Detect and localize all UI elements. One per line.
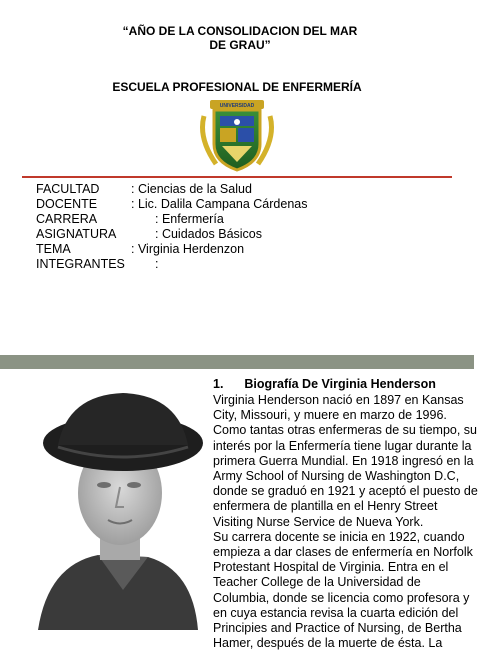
text-line: Hamer, después de la muerte de ésta. La	[213, 636, 443, 651]
school-title: ESCUELA PROFESIONAL DE ENFERMERÍA	[112, 80, 362, 94]
info-label: ASIGNATURA	[36, 227, 117, 241]
text-line: donde se graduó en 1921 y aceptó el puesto de	[213, 484, 478, 499]
text-line: en cuya estancia revisa la cuarta edición del	[213, 605, 459, 620]
info-value: : Ciencias de la Salud	[131, 182, 252, 196]
slide-header-band	[0, 355, 474, 369]
biography-text	[213, 393, 478, 651]
biography-heading	[213, 377, 436, 391]
info-value: : Enfermería	[155, 212, 224, 226]
info-value: : Cuidados Básicos	[155, 227, 263, 241]
text-line: Columbia, donde se licencia como profesora y	[213, 590, 470, 605]
heading-title: Biografía De Virginia Henderson	[244, 377, 436, 391]
text-line: Virginia Henderson nació en 1897 en Kansas	[213, 393, 464, 407]
divider-line	[22, 176, 452, 178]
text-line: enfermera de plantilla en el Henry Street	[213, 499, 438, 514]
crest-banner-text: UNIVERSIDAD	[219, 103, 255, 109]
text-line: Protestant Hospital de Virginia. Entra en el	[213, 560, 449, 575]
biography-slide	[0, 355, 478, 651]
virginia-henderson-photo	[28, 375, 203, 630]
motto-line-2: DE GRAU”	[209, 38, 271, 52]
university-crest-logo	[196, 98, 278, 174]
text-line: primera Guerra Mundial. En 1918 ingresó en la	[213, 453, 474, 468]
info-value: : Lic. Dalila Campana Cárdenas	[131, 197, 308, 211]
text-line: Como tantas otras enfermeras de su tiempo, su	[213, 423, 478, 438]
motto-line-1: “AÑO DE LA CONSOLIDACION DEL MAR	[122, 24, 358, 38]
text-line: Su carrera docente se inicia en 1922, cuando	[213, 529, 465, 544]
info-label: DOCENTE	[36, 197, 98, 211]
text-line: interés por la Enfermería tiene lugar durante la	[213, 438, 472, 453]
info-value: :	[155, 257, 159, 271]
text-line: City, Missouri, y muere en marzo de 1996.	[213, 408, 447, 423]
text-line: Army School of Nursing de Washington D.C,	[213, 469, 460, 484]
text-line: Principies and Practice of Nursing, de Bertha	[213, 621, 462, 636]
motto-heading	[100, 24, 380, 52]
heading-number: 1.	[213, 377, 224, 391]
text-line: Teacher College de la Universidad de	[213, 575, 421, 590]
info-label: CARRERA	[36, 212, 98, 226]
info-label: TEMA	[36, 242, 71, 256]
text-line: Visiting Nurse Service de Nueva York.	[213, 514, 424, 529]
info-label: INTEGRANTES	[36, 257, 125, 271]
info-value: : Virginia Herdenzon	[131, 242, 245, 256]
text-line: empieza a dar clases de enfermería en Norfolk	[213, 545, 473, 560]
info-label: FACULTAD	[36, 182, 100, 196]
